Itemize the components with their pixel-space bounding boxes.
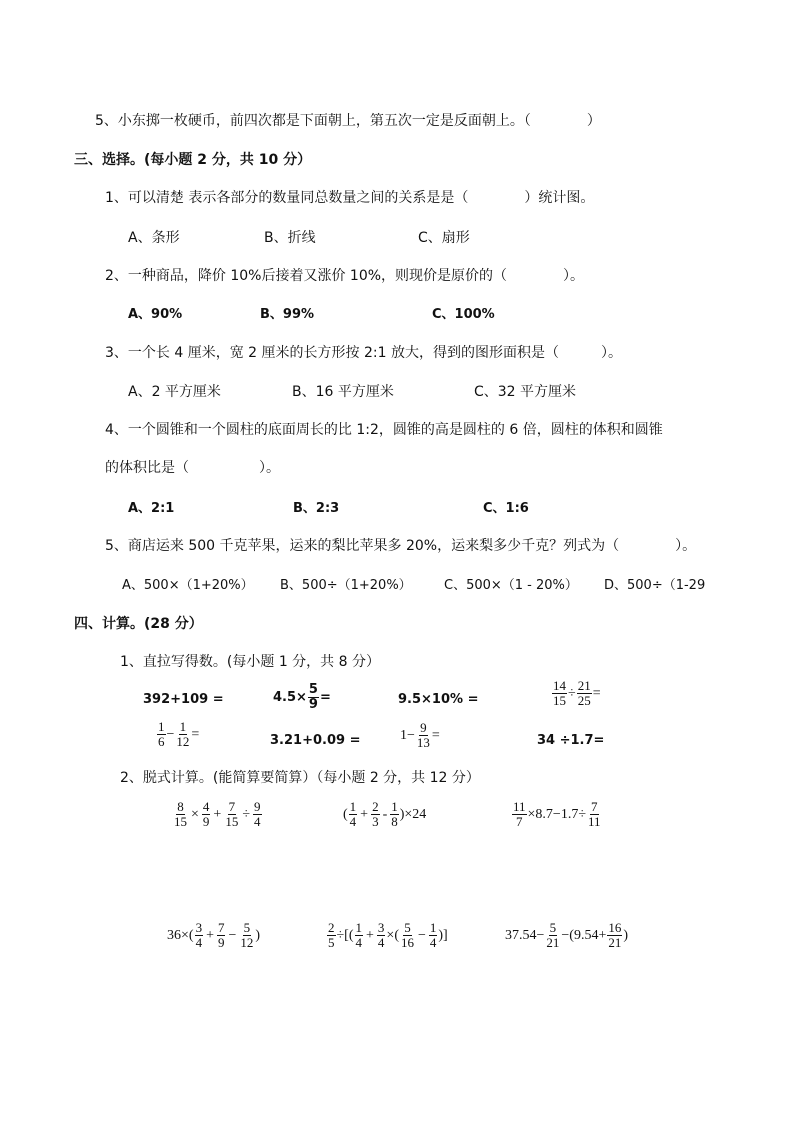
oral-calc-d: $\frac{14}{15}$ ÷ $\frac{21}{25}$ = <box>553 678 601 708</box>
s3-question-1: 1、可以清楚 表示各部分的数量同总数量之间的关系是是（ ）统计图。 <box>105 190 595 206</box>
section3-heading: 三、选择。(每小题 2 分，共 10 分） <box>74 152 312 168</box>
s3-question-4-line2: 的体积比是（ ）。 <box>105 460 280 476</box>
oral-calc-b: 4.5× $\frac{5}{9}$ = <box>273 682 331 712</box>
expr-problem-6: 37.54− $\frac{5}{21}$ −(9.54+ $\frac{16}{21}$ ) <box>505 920 629 950</box>
expr-problem-2: ( $\frac{1}{4}$ + $\frac{2}{3}$ - $\frac{1}{8}$ )×24 <box>343 799 427 829</box>
s3-q3-option-c: C、32 平方厘米 <box>474 384 577 400</box>
oral-calc-a: 392+109 = <box>143 692 224 707</box>
s3-q3-option-a: A、2 平方厘米 <box>128 384 221 400</box>
s3-q4-option-c: C、1:6 <box>483 501 529 516</box>
s3-q2-option-b: B、99% <box>260 307 315 322</box>
s3-question-5: 5、商店运来 500 千克苹果，运来的梨比苹果多 20%，运来梨多少千克？列式为（ ）。 <box>105 538 697 554</box>
s3-question-2: 2、一种商品，降价 10%后接着又涨价 10%，则现价是原价的（ ）。 <box>105 268 585 284</box>
s3-q5-option-c: C、500×（1 - 20%） <box>444 578 578 593</box>
s3-q3-option-b: B、16 平方厘米 <box>292 384 394 400</box>
expr-problem-3: $\frac{11}{7}$ ×8.7−1.7÷ $\frac{7}{11}$ <box>513 799 601 829</box>
oral-calc-h: 34 ÷1.7= <box>537 733 605 748</box>
s3-q5-option-b: B、500÷（1+20%） <box>280 578 412 593</box>
expr-problem-5: $\frac{2}{5}$ ÷[( $\frac{1}{4}$ + $\frac{3}{4}$ ×( $\frac{5}{16}$ − $\frac{1}{4}$ )] <box>328 920 448 950</box>
s3-q1-option-a: A、条形 <box>128 230 180 246</box>
oral-calc-c: 9.5×10% = <box>398 692 479 707</box>
oral-calc-g: 1− $\frac{9}{13}$ = <box>400 720 440 750</box>
s3-q1-option-c: C、扇形 <box>418 230 470 246</box>
expr-problem-1: $\frac{8}{15}$ × $\frac{4}{9}$ + $\frac{7}{15}$ ÷ $\frac{9}{4}$ <box>174 799 261 829</box>
judge-question-5: 5、小东掷一枚硬币，前四次都是下面朝上，第五次一定是反面朝上。（ ） <box>95 113 601 129</box>
s3-question-3: 3、一个长 4 厘米，宽 2 厘米的长方形按 2:1 放大，得到的图形面积是（ ）。 <box>105 345 622 361</box>
s3-q4-option-a: A、2:1 <box>128 501 175 516</box>
expr-problem-4: 36×( $\frac{3}{4}$ + $\frac{7}{9}$ − $\frac{5}{12}$ ) <box>167 920 261 950</box>
s3-q1-option-b: B、折线 <box>264 230 316 246</box>
oral-calc-f: 3.21+0.09 = <box>270 733 361 748</box>
oral-calc-e: $\frac{1}{6}$ − $\frac{1}{12}$ = <box>158 719 200 749</box>
s3-q5-option-d: D、500÷（1-29 <box>604 578 706 593</box>
s4-sub2-heading: 2、脱式计算。(能简算要简算）（每小题 2 分，共 12 分） <box>120 770 480 786</box>
s3-question-4-line1: 4、一个圆锥和一个圆柱的底面周长的比 1:2，圆锥的高是圆柱的 6 倍，圆柱的体积和圆锥 <box>105 422 663 438</box>
s4-sub1-heading: 1、直拉写得数。(每小题 1 分，共 8 分） <box>120 654 380 670</box>
s3-q2-option-c: C、100% <box>432 307 495 322</box>
s3-q5-option-a: A、500×（1+20%） <box>122 578 254 593</box>
s3-q2-option-a: A、90% <box>128 307 183 322</box>
s3-q4-option-b: B、2:3 <box>293 501 340 516</box>
section4-heading: 四、计算。(28 分） <box>74 616 203 632</box>
